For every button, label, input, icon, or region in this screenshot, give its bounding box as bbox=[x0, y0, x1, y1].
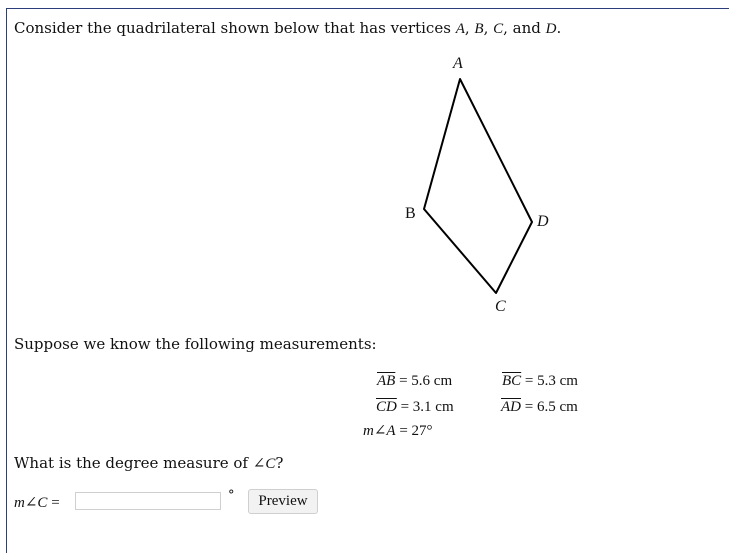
vertex-label-a: A bbox=[453, 55, 463, 72]
measurement-bc: $\overline{BC} = 5.3$ cm bbox=[502, 373, 578, 389]
preview-button[interactable]: Preview bbox=[248, 489, 318, 514]
answer-label: m∠C = bbox=[14, 495, 60, 511]
measurement-ad: $\overline{AD} = 6.5$ cm bbox=[501, 399, 578, 415]
vertex-label-c: C bbox=[495, 298, 506, 315]
measurement-ab: $\overline{AB} = 5.6$ cm bbox=[377, 373, 453, 389]
measurements-intro: Suppose we know the following measurements: bbox=[14, 335, 377, 353]
measurement-cd: $\overline{CD} = 3.1$ cm bbox=[376, 399, 454, 415]
degree-unit: ° bbox=[228, 488, 235, 503]
vertex-label-b: B bbox=[405, 205, 416, 222]
vertex-label-d: D bbox=[537, 213, 549, 230]
measurement-angle-a: m∠A = 27° bbox=[363, 423, 433, 439]
quadrilateral-shape bbox=[424, 79, 532, 293]
intro-text: Consider the quadrilateral shown below that has vertices A, B, C, and D. bbox=[14, 19, 562, 37]
question-text: What is the degree measure of ∠C? bbox=[14, 454, 284, 472]
angle-c-answer-input[interactable] bbox=[75, 492, 221, 510]
